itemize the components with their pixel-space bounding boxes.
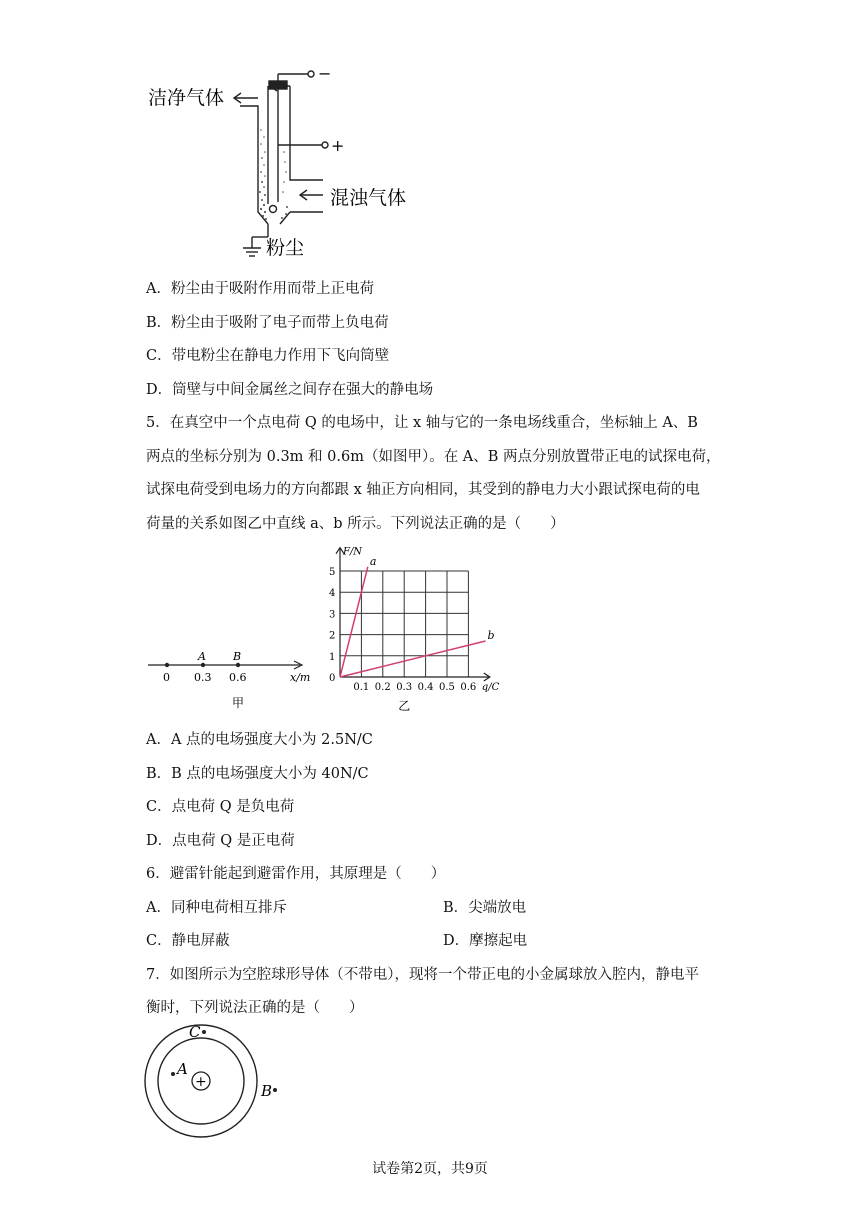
q4-option-c[interactable]: C．带电粉尘在静电力作用下飞向筒壁 (146, 348, 390, 364)
q7-stem-line-2: 衡时，下列说法正确的是（ ） (146, 1000, 364, 1016)
q4-option-b[interactable]: B．粉尘由于吸附了电子而带上负电荷 (146, 315, 389, 331)
point-b-dot (273, 1088, 277, 1092)
q7-stem-line-1: 7．如图所示为空腔球形导体（不带电），现将一个带正电的小金属球放入腔内，静电平 (146, 967, 699, 983)
x-tick-label: 0.3 (396, 682, 413, 693)
precipitator-figure (140, 62, 430, 262)
figure-yi-chart (318, 540, 518, 715)
x-tick-label: 0.1 (353, 682, 370, 693)
q5-stem-line-4: 荷量的关系如图乙中直线 a、b 所示。下列说法正确的是（ ） (146, 516, 565, 532)
point-a (201, 663, 205, 667)
q6-option-a[interactable]: A．同种电荷相互排斥 (146, 900, 287, 916)
dirty-gas-label: 混浊气体 (330, 187, 407, 209)
series-label-b: b (487, 628, 495, 642)
y-axis-label: F/N (343, 546, 363, 558)
point-c-label: C (189, 1023, 201, 1041)
dust-label: 粉尘 (266, 237, 305, 259)
dirty-gas-arrow (300, 190, 323, 200)
figure-jia (140, 645, 320, 715)
point-c-dot (202, 1030, 206, 1034)
x-tick-label: 0.5 (439, 682, 455, 693)
y-tick-label: 5 (329, 567, 336, 578)
tube-wall (240, 86, 323, 256)
q4-option-d[interactable]: D．筒壁与中间金属丝之间存在强大的静电场 (146, 382, 434, 398)
axis-label: x/m (290, 671, 311, 684)
clean-gas-label: 洁净气体 (148, 87, 225, 109)
q5-option-b[interactable]: B．B 点的电场强度大小为 40N/C (146, 766, 369, 782)
caption-yi: 乙 (398, 699, 411, 713)
point-a-label: A (177, 1060, 188, 1078)
label-a: A (198, 650, 206, 663)
label-b: B (233, 650, 242, 663)
hollow-sphere-figure (140, 1022, 310, 1142)
q5-stem-line-3: 试探电荷受到电场力的方向都跟 x 轴正方向相同，其受到的静电力大小跟试探电荷的电 (146, 482, 700, 498)
q5-stem-line-1: 5．在真空中一个点电荷 Q 的电场中，让 x 轴与它的一条电场线重合，坐标轴上 A、B (146, 415, 698, 431)
q5-option-a[interactable]: A．A 点的电场强度大小为 2.5N/C (146, 732, 373, 748)
q6-option-d[interactable]: D．摩擦起电 (443, 933, 528, 949)
q5-stem-line-2: 两点的坐标分别为 0.3m 和 0.6m（如图甲）。在 A、B 两点分别放置带正电的试探电荷， (146, 449, 721, 465)
y-tick-label: 4 (329, 588, 336, 600)
y-tick-label: 1 (329, 651, 336, 663)
tick-0: 0 (163, 671, 170, 684)
q6-option-c[interactable]: C．静电屏蔽 (146, 933, 230, 949)
plus-charge: + (195, 1074, 207, 1090)
central-wire (268, 71, 328, 213)
point-b-label: B (261, 1082, 273, 1100)
page-footer: 试卷第2页，共9页 (372, 1161, 488, 1177)
minus-sign: − (318, 64, 332, 83)
point-b (236, 663, 240, 667)
q6-option-b[interactable]: B．尖端放电 (443, 900, 527, 916)
series-label-a: a (369, 554, 377, 568)
x-tick-label: 0.2 (374, 682, 391, 693)
origin-label: 0 (329, 673, 336, 684)
origin-point (165, 663, 169, 667)
dust-particles (259, 129, 288, 220)
q5-option-d[interactable]: D．点电荷 Q 是正电荷 (146, 833, 295, 849)
x-tick-label: 0.4 (417, 682, 434, 693)
q4-option-a[interactable]: A．粉尘由于吸附作用而带上正电荷 (146, 281, 374, 297)
point-a-dot (171, 1072, 175, 1076)
caption-jia: 甲 (232, 696, 245, 710)
q6-stem: 6．避雷针能起到避雷作用，其原理是（ ） (146, 866, 446, 882)
series-line-a (340, 567, 368, 677)
plus-sign: + (331, 136, 345, 155)
y-tick-label: 2 (329, 630, 336, 642)
x-tick-label: 0.6 (460, 682, 477, 693)
tick-0.3: 0.3 (194, 671, 212, 684)
q5-option-c[interactable]: C．点电荷 Q 是负电荷 (146, 799, 295, 815)
y-tick-label: 3 (329, 609, 336, 621)
x-axis-label: q/C (481, 682, 500, 693)
tick-0.6: 0.6 (229, 671, 247, 684)
